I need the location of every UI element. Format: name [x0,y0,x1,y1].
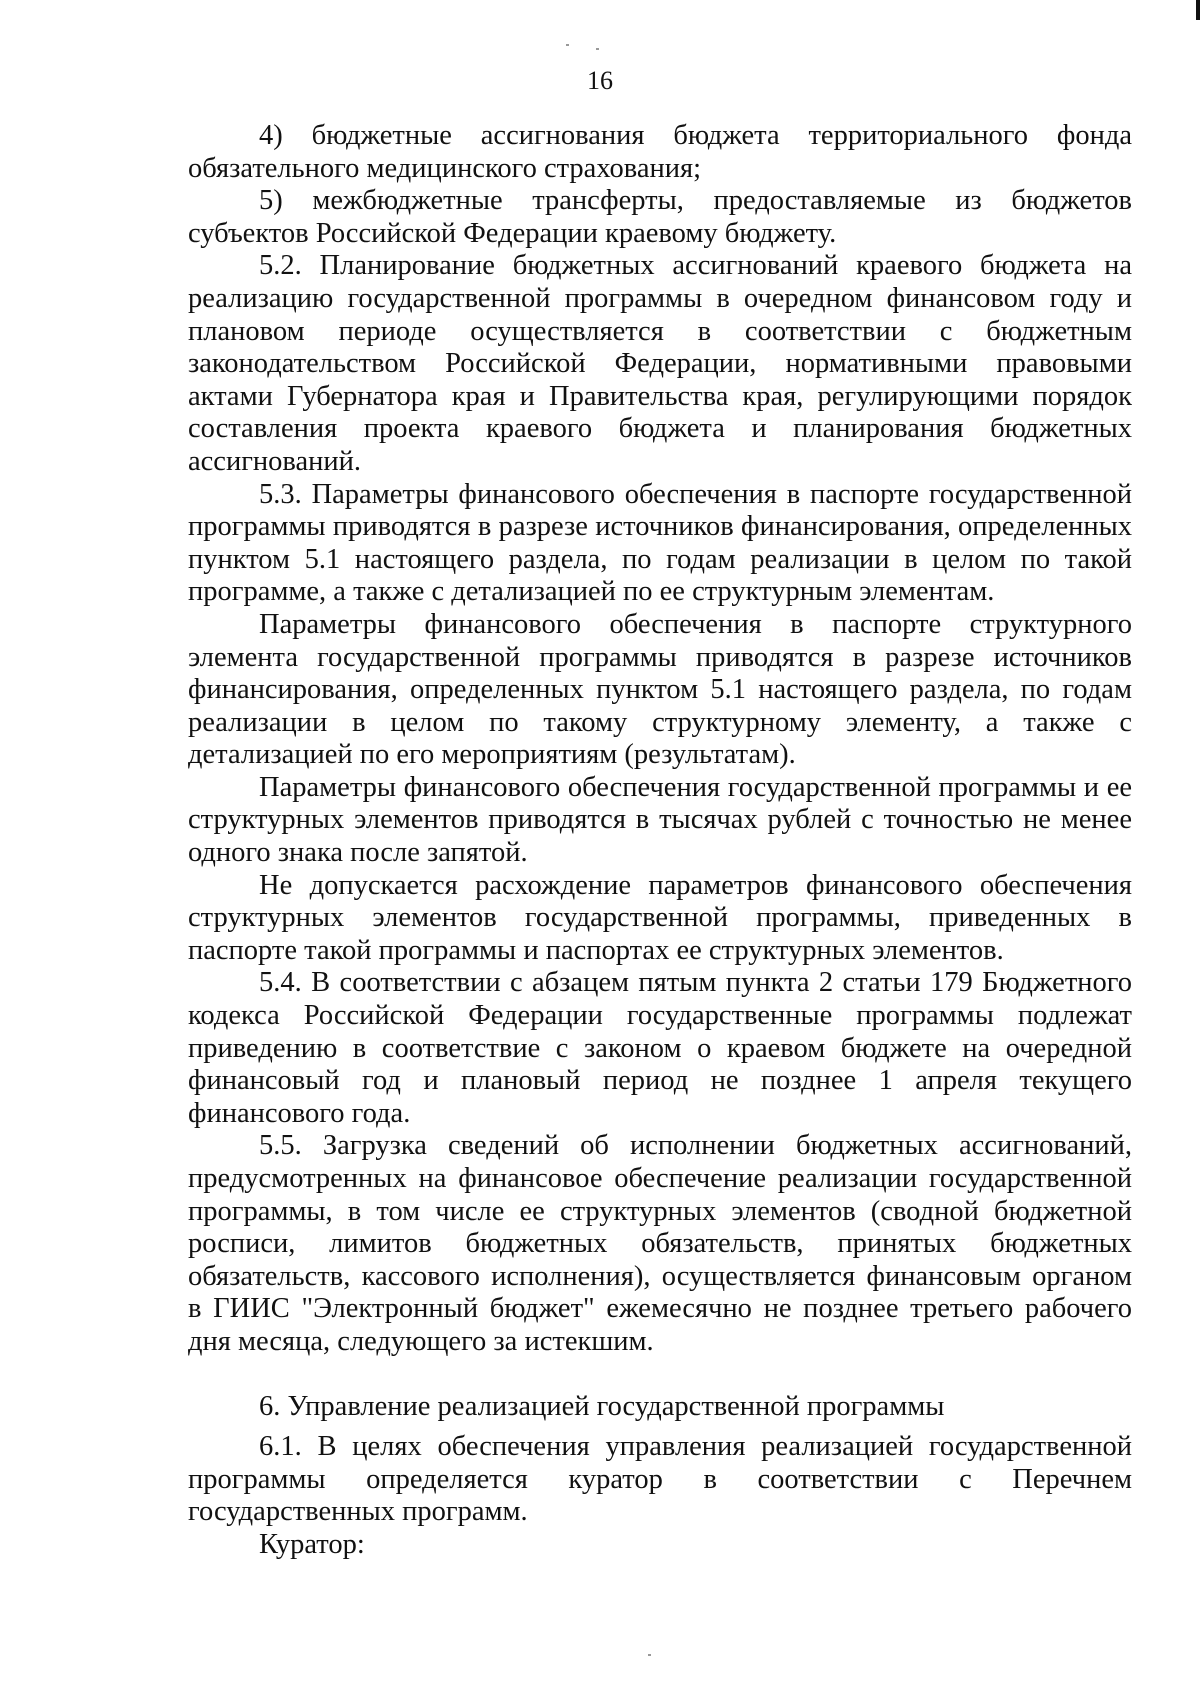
paragraph-curator: Куратор: [259,1528,365,1560]
paragraph-6-1: 6.1. В целях обеспечения управления реализацией государственной программы определяется куратор в соответствии с Перечнем государственных программ. [188,1431,1132,1528]
paragraph-structural-element-params: Параметры финансового обеспечения в паспорте структурного элемента государственной программы приводятся в разрезе источников финансирования, определенных пунктом 5.1 настоящего раздела, по годам реализации в целом по такому структурному элементу, а также с детализацией по его мероприятиям (результатам). [188,608,1132,771]
scan-speck [648,1654,651,1656]
paragraph-5-2: 5.2. Планирование бюджетных ассигнований краевого бюджета на реализацию государственной программы в очередном финансовом году и плановом периоде осуществляется в соответствии с бюджетным законодательством Российской Федерации, нормативными правовыми актами Губернатора края и Правительства края, регулирующими порядок составления проекта краевого бюджета и планирования бюджетных ассигнований. [188,250,1132,477]
section-heading: 6. Управление реализацией государственной программы [259,1390,945,1422]
scan-edge-mark [1196,0,1200,20]
paragraph-item-4: 4) бюджетные ассигнования бюджета территориального фонда обязательного медицинского страхования; [188,120,1132,184]
scan-speck [566,44,569,46]
paragraph-item-5: 5) межбюджетные трансферты, предоставляемые из бюджетов субъектов Российской Федерации краевому бюджету. [188,185,1132,249]
paragraph-thousand-rubles: Параметры финансового обеспечения государственной программы и ее структурных элементов приводятся в тысячах рублей с точностью не менее одного знака после запятой. [188,771,1132,869]
scan-speck [596,48,599,50]
document-body [188,120,1132,1562]
paragraph-5-3: 5.3. Параметры финансового обеспечения в паспорте государственной программы приводятся в разрезе источников финансирования, определенных пунктом 5.1 настоящего раздела, по годам реализации в целом по такой программе, а также с детализацией по ее структурным элементам. [188,478,1132,608]
page-number: 16 [587,66,613,95]
paragraph-5-4: 5.4. В соответствии с абзацем пятым пункта 2 статьи 179 Бюджетного кодекса Российской Федерации государственные программы подлежат приведению в соответствие с законом о краевом бюджете на очередной финансовый год и плановый период не позднее 1 апреля текущего финансового года. [188,967,1132,1129]
paragraph-5-5: 5.5. Загрузка сведений об исполнении бюджетных ассигнований, предусмотренных на финансовое обеспечение реализации государственной программы, в том числе ее структурных элементов (сводной бюджетной росписи, лимитов бюджетных обязательств, принятых бюджетных обязательств, кассового исполнения), осуществляется финансовым органом в ГИИС "Электронный бюджет" ежемесячно не позднее третьего рабочего дня месяца, следующего за истекшим. [188,1130,1132,1357]
paragraph-no-discrepancy: Не допускается расхождение параметров финансового обеспечения структурных элементов государственной программы, приведенных в паспорте такой программы и паспортах ее структурных элементов. [188,869,1132,966]
